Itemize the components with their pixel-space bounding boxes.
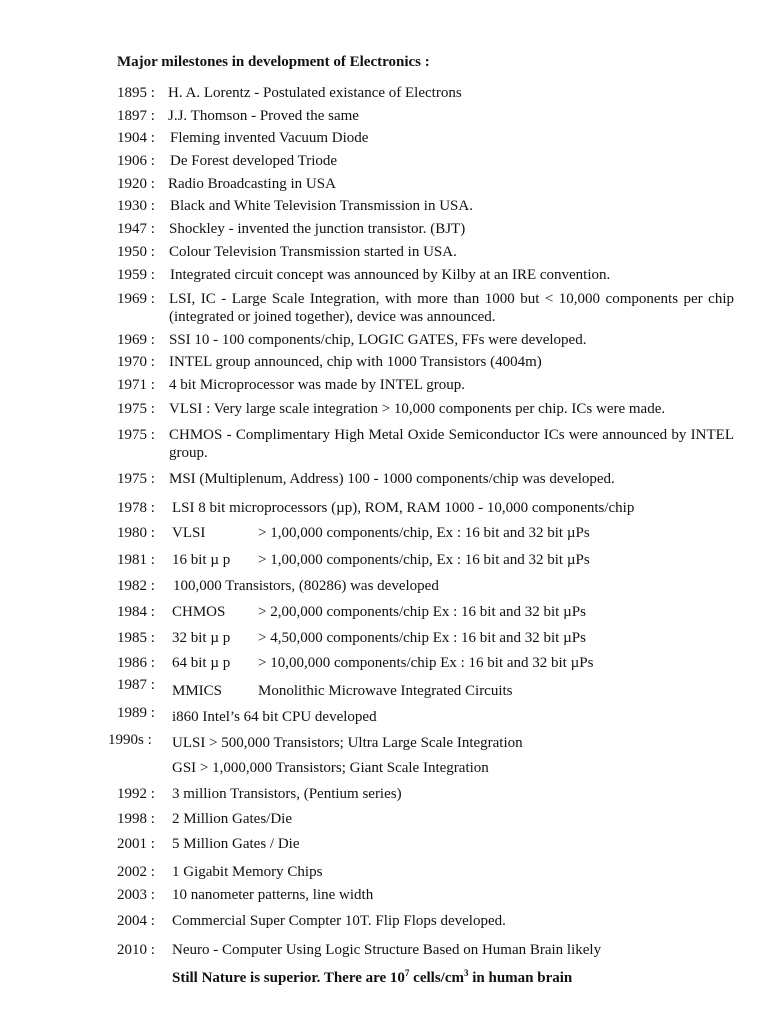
milestone-year: 1969 : (117, 291, 155, 307)
milestone-year: 2003 : (117, 887, 155, 903)
milestone-text: Monolithic Microwave Integrated Circuits (258, 683, 513, 699)
milestone-year: 1987 : (117, 677, 155, 693)
milestone-year: 1970 : (117, 354, 155, 370)
milestone-tag: 32 bit µ p (172, 630, 231, 646)
milestone-year: 1920 : (117, 176, 155, 192)
milestone-year: 1950 : (117, 244, 155, 260)
milestone-text: VLSI : Very large scale integration > 10,000 components per chip. ICs were made. (169, 401, 666, 417)
milestone-text: > 1,00,000 components/chip, Ex : 16 bit and 32 bit µPs (258, 552, 590, 568)
milestone-text: Neuro - Computer Using Logic Structure Based on Human Brain likely (172, 942, 602, 958)
milestone-year: 1980 : (117, 525, 155, 541)
milestone-year: 2001 : (117, 836, 155, 852)
milestone-year: 1975 : (117, 427, 155, 443)
milestone-text: SSI 10 - 100 components/chip, LOGIC GATES, FFs were developed. (169, 332, 587, 348)
milestone-text: 3 million Transistors, (Pentium series) (172, 786, 402, 802)
milestone-year: 1984 : (117, 604, 155, 620)
milestone-text: 1 Gigabit Memory Chips (172, 864, 323, 880)
milestone-text: 4 bit Microprocessor was made by INTEL group. (169, 377, 466, 393)
milestone-year: 1906 : (117, 153, 155, 169)
milestone-year: 1978 : (117, 500, 155, 516)
milestone-text: INTEL group announced, chip with 1000 Transistors (4004m) (169, 354, 542, 370)
milestone-text: De Forest developed Triode (170, 153, 338, 169)
milestone-text: 100,000 Transistors, (80286) was developed (173, 578, 439, 594)
milestone-text: i860 Intel’s 64 bit CPU developed (172, 709, 377, 725)
milestone-text: > 2,00,000 components/chip Ex : 16 bit and 32 bit µPs (258, 604, 586, 620)
milestone-text: 2 Million Gates/Die (172, 811, 292, 827)
milestone-year: 1969 : (117, 332, 155, 348)
milestone-year: 1930 : (117, 198, 155, 214)
milestone-text: Commercial Super Compter 10T. Flip Flops developed. (172, 913, 506, 929)
milestone-text: Colour Television Transmission started in USA. (169, 244, 457, 260)
milestone-year: 1895 : (117, 85, 155, 101)
milestone-year: 2002 : (117, 864, 155, 880)
milestone-year: 1990s : (108, 732, 152, 748)
milestone-year: 1985 : (117, 630, 155, 646)
milestone-year: 1947 : (117, 221, 155, 237)
milestone-year: 1904 : (117, 130, 155, 146)
milestone-text: > 1,00,000 components/chip, Ex : 16 bit and 32 bit µPs (258, 525, 590, 541)
milestone-text: LSI 8 bit microprocessors (µp), ROM, RAM 1000 - 10,000 components/chip (172, 500, 635, 516)
milestone-year: 1959 : (117, 267, 155, 283)
milestone-text: 10 nanometer patterns, line width (172, 887, 374, 903)
milestone-tag: 16 bit µ p (172, 552, 231, 568)
milestone-text: Integrated circuit concept was announced by Kilby at an IRE convention. (170, 267, 611, 283)
milestone-text: Radio Broadcasting in USA (168, 176, 336, 192)
milestone-year: 1989 : (117, 705, 155, 721)
milestone-year: 1897 : (117, 108, 155, 124)
milestone-text: 5 Million Gates / Die (172, 836, 300, 852)
milestone-year: 1981 : (117, 552, 155, 568)
milestone-year: 2004 : (117, 913, 155, 929)
milestone-text: Black and White Television Transmission in USA. (170, 198, 473, 214)
milestone-tag: VLSI (172, 525, 206, 541)
milestone-tag: CHMOS (172, 604, 226, 620)
milestone-text: LSI, IC - Large Scale Integration, with more than 1000 but < 10,000 components per chip (integrated or joined together), device was announced. (169, 291, 734, 325)
closing-text-part: cells/cm (409, 970, 464, 986)
milestone-year: 1975 : (117, 471, 155, 487)
milestone-year: 1982 : (117, 578, 155, 594)
milestone-text: CHMOS - Complimentary High Metal Oxide Semiconductor ICs were announced by INTEL group. (169, 427, 734, 461)
milestone-text: J.J. Thomson - Proved the same (168, 108, 359, 124)
closing-text-part: Still Nature is superior. There are 10 (172, 970, 405, 986)
milestone-year: 1971 : (117, 377, 155, 393)
exponent-three: 3 (463, 968, 469, 978)
milestone-year: 1975 : (117, 401, 155, 417)
exponent-seven: 7 (404, 968, 410, 978)
milestone-text: > 10,00,000 components/chip Ex : 16 bit and 32 bit µPs (258, 655, 594, 671)
milestone-year: 1998 : (117, 811, 155, 827)
closing-statement (172, 964, 572, 987)
page-title: Major milestones in development of Electronics : (117, 54, 430, 70)
milestone-tag: 64 bit µ p (172, 655, 231, 671)
milestone-text: H. A. Lorentz - Postulated existance of Electrons (168, 85, 462, 101)
milestone-text: Shockley - invented the junction transistor. (BJT) (169, 221, 466, 237)
milestone-text: MSI (Multiplenum, Address) 100 - 1000 components/chip was developed. (169, 471, 615, 487)
closing-text-part: in human brain (468, 970, 573, 986)
milestone-year: 1992 : (117, 786, 155, 802)
milestone-text: Fleming invented Vacuum Diode (170, 130, 369, 146)
milestone-text: GSI > 1,000,000 Transistors; Giant Scale Integration (172, 760, 489, 776)
milestone-text: ULSI > 500,000 Transistors; Ultra Large Scale Integration (172, 735, 523, 751)
milestone-tag: MMICS (172, 683, 223, 699)
milestone-year: 2010 : (117, 942, 155, 958)
milestone-year: 1986 : (117, 655, 155, 671)
milestone-text: > 4,50,000 components/chip Ex : 16 bit and 32 bit µPs (258, 630, 586, 646)
